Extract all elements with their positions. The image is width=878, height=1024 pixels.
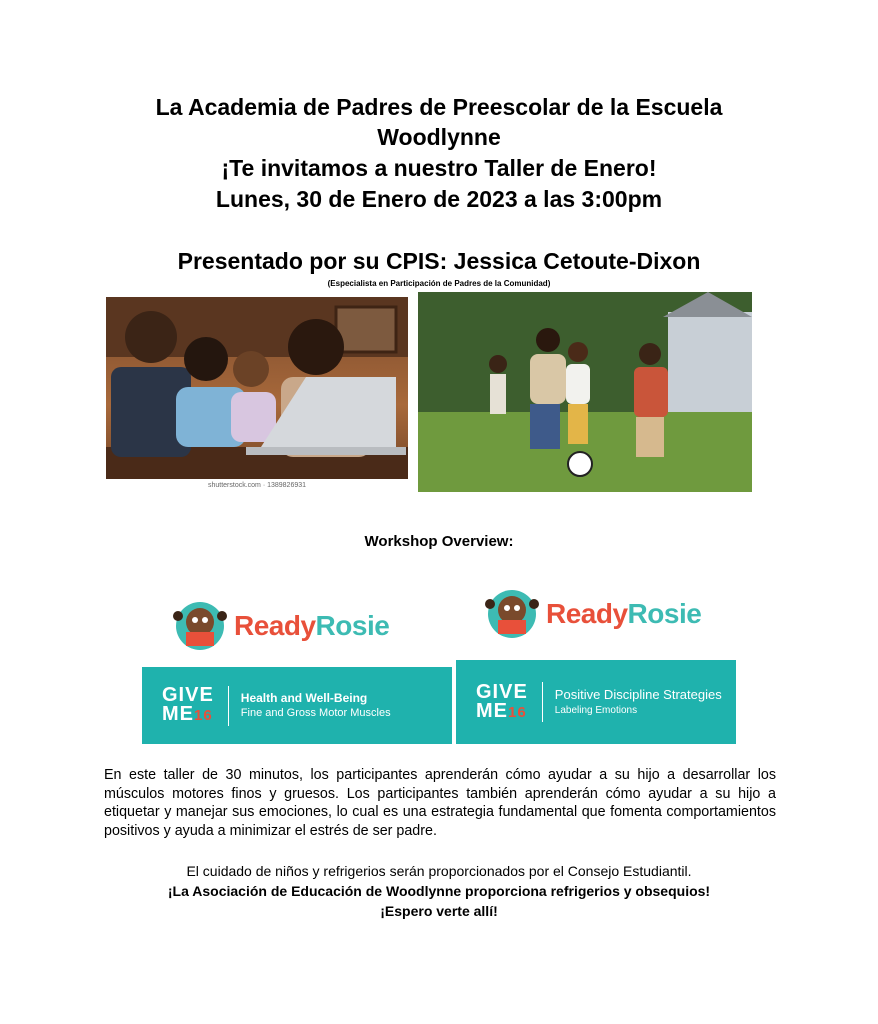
title-line-1: La Academia de Padres de Preescolar de la Escuela: [155, 94, 723, 120]
page-title: [80, 92, 798, 152]
me-text: ME: [162, 703, 194, 725]
readyrosie-ready-text: Ready: [546, 598, 628, 629]
banner-text: [241, 690, 391, 721]
family-laptop-photo: [106, 297, 408, 493]
presenter-role-note: (Especialista en Participación de Padres de la Comunidad): [327, 279, 551, 288]
give-me-16-logo: [476, 680, 528, 722]
invite-heading: ¡Te invitamos a nuestro Taller de Enero!: [221, 155, 657, 181]
give-text: GIVE: [476, 680, 528, 703]
readyrosie-ready-text: Ready: [234, 610, 316, 641]
me-text: ME: [476, 699, 508, 722]
association-note: ¡La Asociación de Educación de Woodlynne proporciona refrigerios y obsequios!: [167, 883, 711, 899]
readyrosie-mascot-icon: [482, 588, 542, 640]
workshop-overview-label: Workshop Overview:: [364, 533, 514, 550]
banner-subtopic: Fine and Gross Motor Muscles: [240, 707, 391, 719]
readyrosie-mascot-icon: [170, 600, 230, 652]
family-soccer-photo: [418, 292, 752, 492]
banner-divider: [228, 686, 229, 726]
sixteen-text: 16: [508, 703, 527, 721]
banner-text: [555, 687, 722, 718]
title-line-2: Woodlynne: [377, 124, 501, 150]
readyrosie-wordmark: [546, 598, 701, 630]
readyrosie-rosie-text: Rosie: [315, 610, 390, 641]
see-you-note: ¡Espero verte allí!: [380, 903, 498, 919]
readyrosie-wordmark: [234, 610, 389, 642]
banner-subtopic: Labeling Emotions: [554, 704, 638, 716]
give-me-16-banner: [456, 660, 736, 744]
give-text: GIVE: [162, 684, 214, 706]
workshop-description: En este taller de 30 minutos, los participantes aprenderán cómo ayudar a su hijo a desarrollar los músculos motores finos y gruesos. Los participantes también aprenderán cómo ayudar a su hijo a etiquetar y manejar sus emociones, lo cual es una estrategia fundamental que fomenta comportamientos positivos y ayuda a minimizar el estrés de ser padre.: [104, 767, 776, 839]
banner-divider: [542, 682, 543, 722]
childcare-note: El cuidado de niños y refrigerios serán proporcionados por el Consejo Estudiantil.: [186, 863, 692, 879]
family-photo-illustration: [106, 297, 408, 493]
presenter-heading: Presentado por su CPIS: Jessica Cetoute-Dixon: [177, 248, 701, 274]
readyrosie-logo: [170, 600, 389, 652]
give-me-16-banner: [142, 667, 452, 744]
event-date: Lunes, 30 de Enero de 2023 a las 3:00pm: [215, 186, 663, 212]
readyrosie-logo: [482, 588, 701, 640]
soccer-photo-illustration: [418, 292, 752, 492]
give-me-16-logo: [162, 686, 214, 725]
readyrosie-rosie-text: Rosie: [627, 598, 702, 629]
photo-watermark: shutterstock.com · 1389826931: [106, 479, 408, 493]
banner-topic: Health and Well-Being: [240, 691, 368, 705]
sixteen-text: 16: [194, 707, 213, 724]
banner-topic: Positive Discipline Strategies: [554, 686, 722, 702]
